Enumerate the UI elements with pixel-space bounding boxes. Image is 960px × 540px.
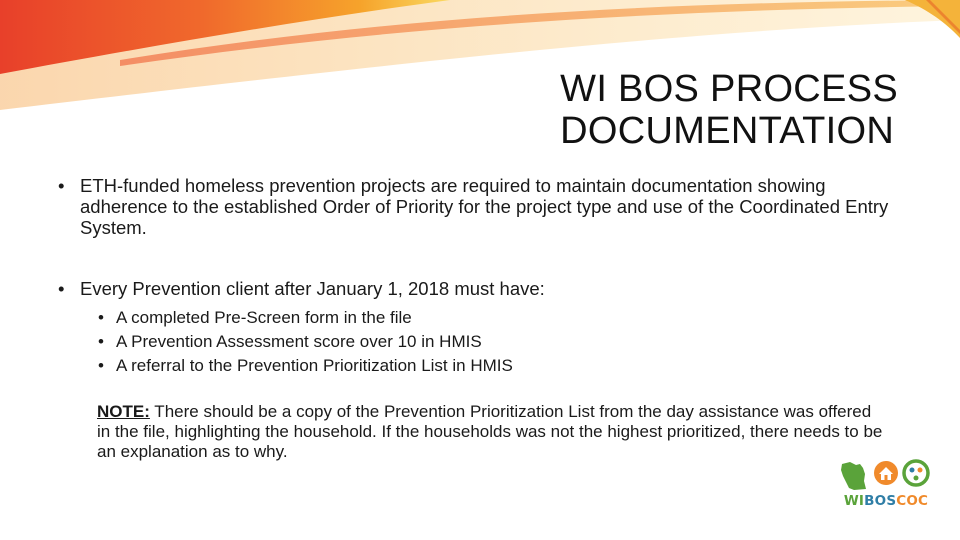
note-paragraph (97, 402, 887, 462)
list-item: • A Prevention Assessment score over 10 in HMIS (98, 330, 908, 354)
bullet-prevention-client: • Every Prevention client after January 1, 2018 must have: (58, 278, 908, 299)
logo-graphic (836, 456, 940, 494)
people-circle-icon (904, 461, 928, 485)
note-label: NOTE: (97, 402, 150, 421)
slide-title (560, 68, 898, 152)
wisconsin-map-icon (841, 462, 866, 490)
logo-bos: BOS (864, 493, 897, 509)
list-item: • A completed Pre-Screen form in the file (98, 306, 908, 330)
logo-wordmark (836, 493, 936, 509)
title-line-2: DOCUMENTATION (560, 110, 895, 152)
list-item: • A referral to the Prevention Prioritization List in HMIS (98, 354, 908, 378)
title-line-1: WI BOS PROCESS (560, 68, 898, 110)
requirements-list (98, 306, 908, 378)
logo-coc: COC (896, 493, 929, 509)
note-text: There should be a copy of the Prevention Prioritization List from the day assistance was offered in the file, highlighting the household. If the households was not the highest prioritized, there needs to be an explanation as to why. (97, 402, 883, 461)
bullet-eth-funded: • ETH-funded homeless prevention projects are required to maintain documentation showing adherence to the established Order of Priority for the project type and use of the Coordinated Entry System. (58, 175, 908, 238)
logo-wi: WI (843, 493, 865, 509)
slide-body (58, 175, 908, 378)
wiboscoc-logo (836, 456, 940, 516)
